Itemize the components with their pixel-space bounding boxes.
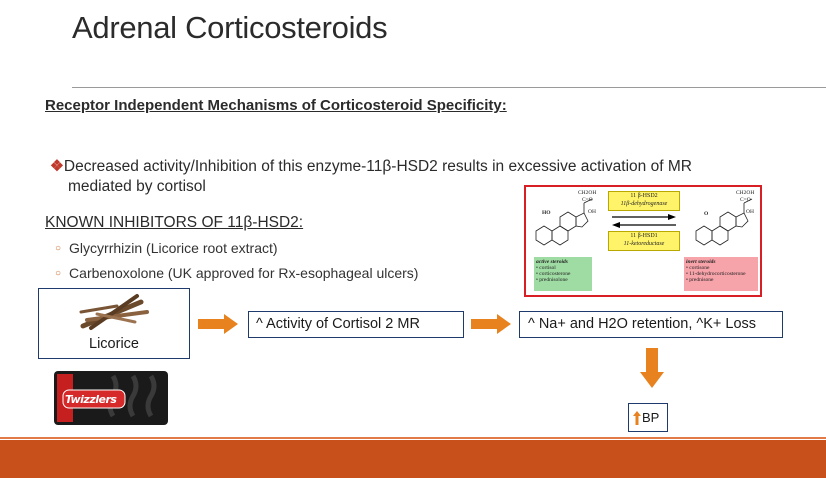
- inert-steroid-item: • cortisone: [686, 265, 710, 271]
- enzyme-hsd1-desc: 11-ketoreductase: [623, 241, 665, 247]
- section-subtitle: Receptor Independent Mechanisms of Corticosteroid Specificity:: [45, 97, 507, 114]
- licorice-box: [38, 288, 190, 359]
- enzyme-hsd1-name: 11 β-HSD1: [630, 233, 658, 239]
- cortisol-mr-label: ^ Activity of Cortisol 2 MR: [256, 316, 420, 332]
- slide-title: Adrenal Corticosteroids: [72, 10, 388, 45]
- right-arrow-icon: [471, 314, 511, 334]
- footer-band: [0, 440, 826, 478]
- left-co: C=O: [582, 197, 593, 203]
- left-oh: OH: [588, 209, 596, 215]
- right-o: O: [704, 211, 709, 217]
- inert-steroids-title: inert steroids: [686, 259, 716, 265]
- licorice-label: Licorice: [89, 336, 139, 352]
- left-ch2oh: CH2OH: [578, 190, 597, 196]
- inhibitor-label: Glycyrrhizin (Licorice root extract): [69, 240, 278, 256]
- twizzlers-brand: Twizzlers: [65, 393, 117, 406]
- enzyme-hsd1-box: [608, 231, 680, 251]
- retention-box: [519, 311, 783, 338]
- inhibitor-label: Carbenoxolone (UK approved for Rx-esophageal ulcers): [69, 265, 419, 281]
- diamond-bullet-icon: ❖: [50, 158, 64, 175]
- active-steroids-box: [534, 257, 592, 291]
- retention-label: ^ Na+ and H2O retention, ^K+ Loss: [528, 316, 757, 332]
- active-steroid-item: • prednisolone: [536, 277, 568, 283]
- inhibitor-item: [55, 240, 278, 256]
- bullet-text-line2: mediated by cortisol: [68, 178, 206, 195]
- active-steroids-title: active steroids: [536, 259, 568, 265]
- equilibrium-arrows-icon: [610, 213, 678, 229]
- bp-label: BP: [642, 410, 660, 425]
- title-divider: [72, 87, 826, 88]
- up-arrow-icon: [633, 411, 641, 425]
- twizzlers-candy-image: [53, 370, 169, 426]
- active-steroid-item: • cortisol: [536, 265, 556, 271]
- active-steroid-item: • corticosterone: [536, 271, 571, 277]
- inhibitor-item: [55, 265, 418, 281]
- right-arrow-icon: [198, 314, 238, 334]
- circle-bullet-icon: ○: [55, 243, 62, 254]
- enzyme-hsd2-desc: 11β-dehydrogenase: [620, 201, 668, 207]
- right-co: C=O: [740, 197, 751, 203]
- down-arrow-icon: [640, 348, 664, 388]
- inert-steroid-item: • prednisone: [686, 277, 714, 283]
- right-oh: OH: [746, 209, 754, 215]
- footer-accent-line: [0, 437, 826, 439]
- bp-box: [628, 403, 668, 432]
- bullet-text-line1: Decreased activity/Inhibition of this enzyme-11β-HSD2 results in excessive activation of MR: [63, 158, 692, 175]
- enzyme-hsd2-name: 11 β-HSD2: [630, 193, 658, 199]
- enzyme-hsd2-box: [608, 191, 680, 211]
- cortisol-mr-box: [248, 311, 464, 338]
- inert-steroid-item: • 11-dehydrocorticosterone: [686, 271, 746, 277]
- right-ch2oh: CH2OH: [736, 190, 755, 196]
- circle-bullet-icon: ○: [55, 268, 62, 279]
- inhibitors-heading: KNOWN INHIBITORS OF 11β-HSD2:: [45, 214, 304, 231]
- licorice-root-image: [77, 292, 153, 332]
- left-ho: HO: [542, 210, 551, 216]
- steroid-conversion-diagram: [524, 185, 762, 297]
- inert-steroids-box: [684, 257, 758, 291]
